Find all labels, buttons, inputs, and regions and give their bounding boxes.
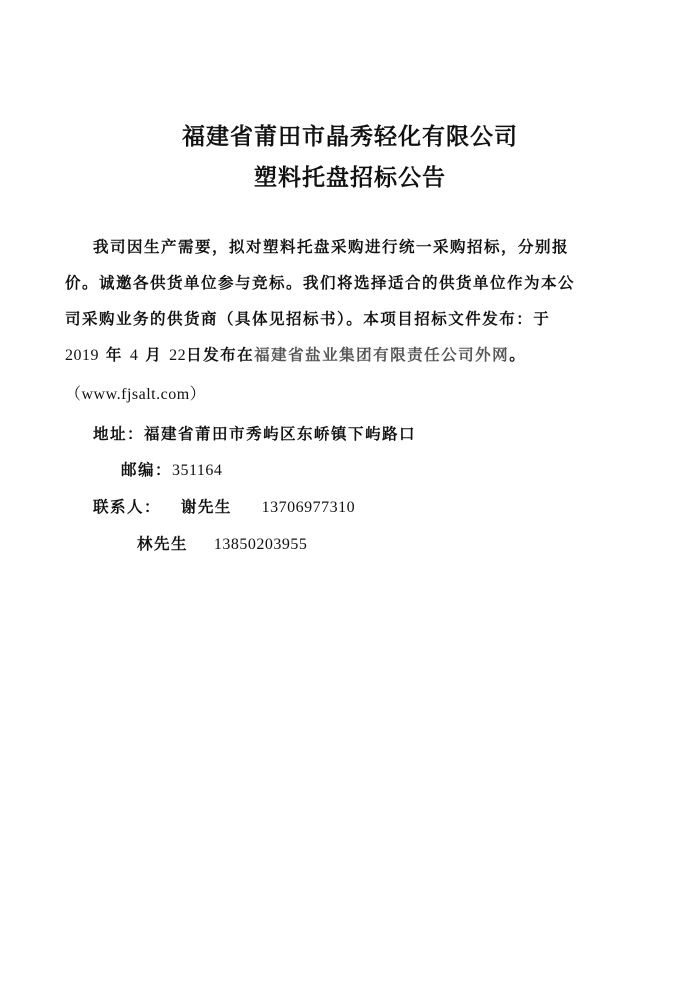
website-url: （www.fjsalt.com）	[65, 386, 207, 403]
publish-month-unit: 月	[145, 346, 163, 364]
contact-label: 联系人：	[93, 498, 162, 516]
document-title-subject: 塑料托盘招标公告	[254, 165, 446, 191]
address-label: 地址：	[93, 425, 145, 443]
postcode-value: 351164	[172, 462, 223, 479]
paragraph-line-3: 司采购业务的供货商（具体见招标书）。本项目招标文件发布：于	[65, 310, 551, 328]
contact1-name: 谢先生	[180, 498, 232, 516]
paragraph-end-mark: 。	[509, 346, 527, 364]
postcode-row	[121, 458, 222, 483]
paragraph-line-2: 价。诚邀各供货单位参与竞标。我们将选择适合的供货单位作为本公	[65, 274, 576, 292]
paragraph-line-1: 我司因生产需要，拟对塑料托盘采购进行统一采购招标，分别报	[93, 238, 570, 256]
publish-month: 4	[129, 347, 139, 364]
paragraph-line-4	[65, 343, 526, 368]
document-title-company: 福建省莆田市晶秀轻化有限公司	[182, 124, 518, 150]
address-value: 福建省莆田市秀屿区东峤镇下屿路口	[144, 425, 417, 443]
contact1-phone: 13706977310	[261, 499, 356, 516]
publish-text: 日发布在	[186, 346, 255, 364]
contact2-phone: 13850203955	[213, 536, 308, 553]
publish-year-unit: 年	[105, 346, 123, 364]
contact-row-1	[93, 495, 355, 520]
contact2-name: 林先生	[137, 535, 189, 553]
publish-day: 22	[169, 347, 187, 364]
publish-year: 2019	[65, 347, 99, 364]
website-name: 福建省盐业集团有限责任公司外网	[254, 346, 510, 364]
address-row	[93, 422, 416, 446]
postcode-label: 邮编：	[121, 461, 173, 479]
contact-row-2	[137, 532, 307, 557]
